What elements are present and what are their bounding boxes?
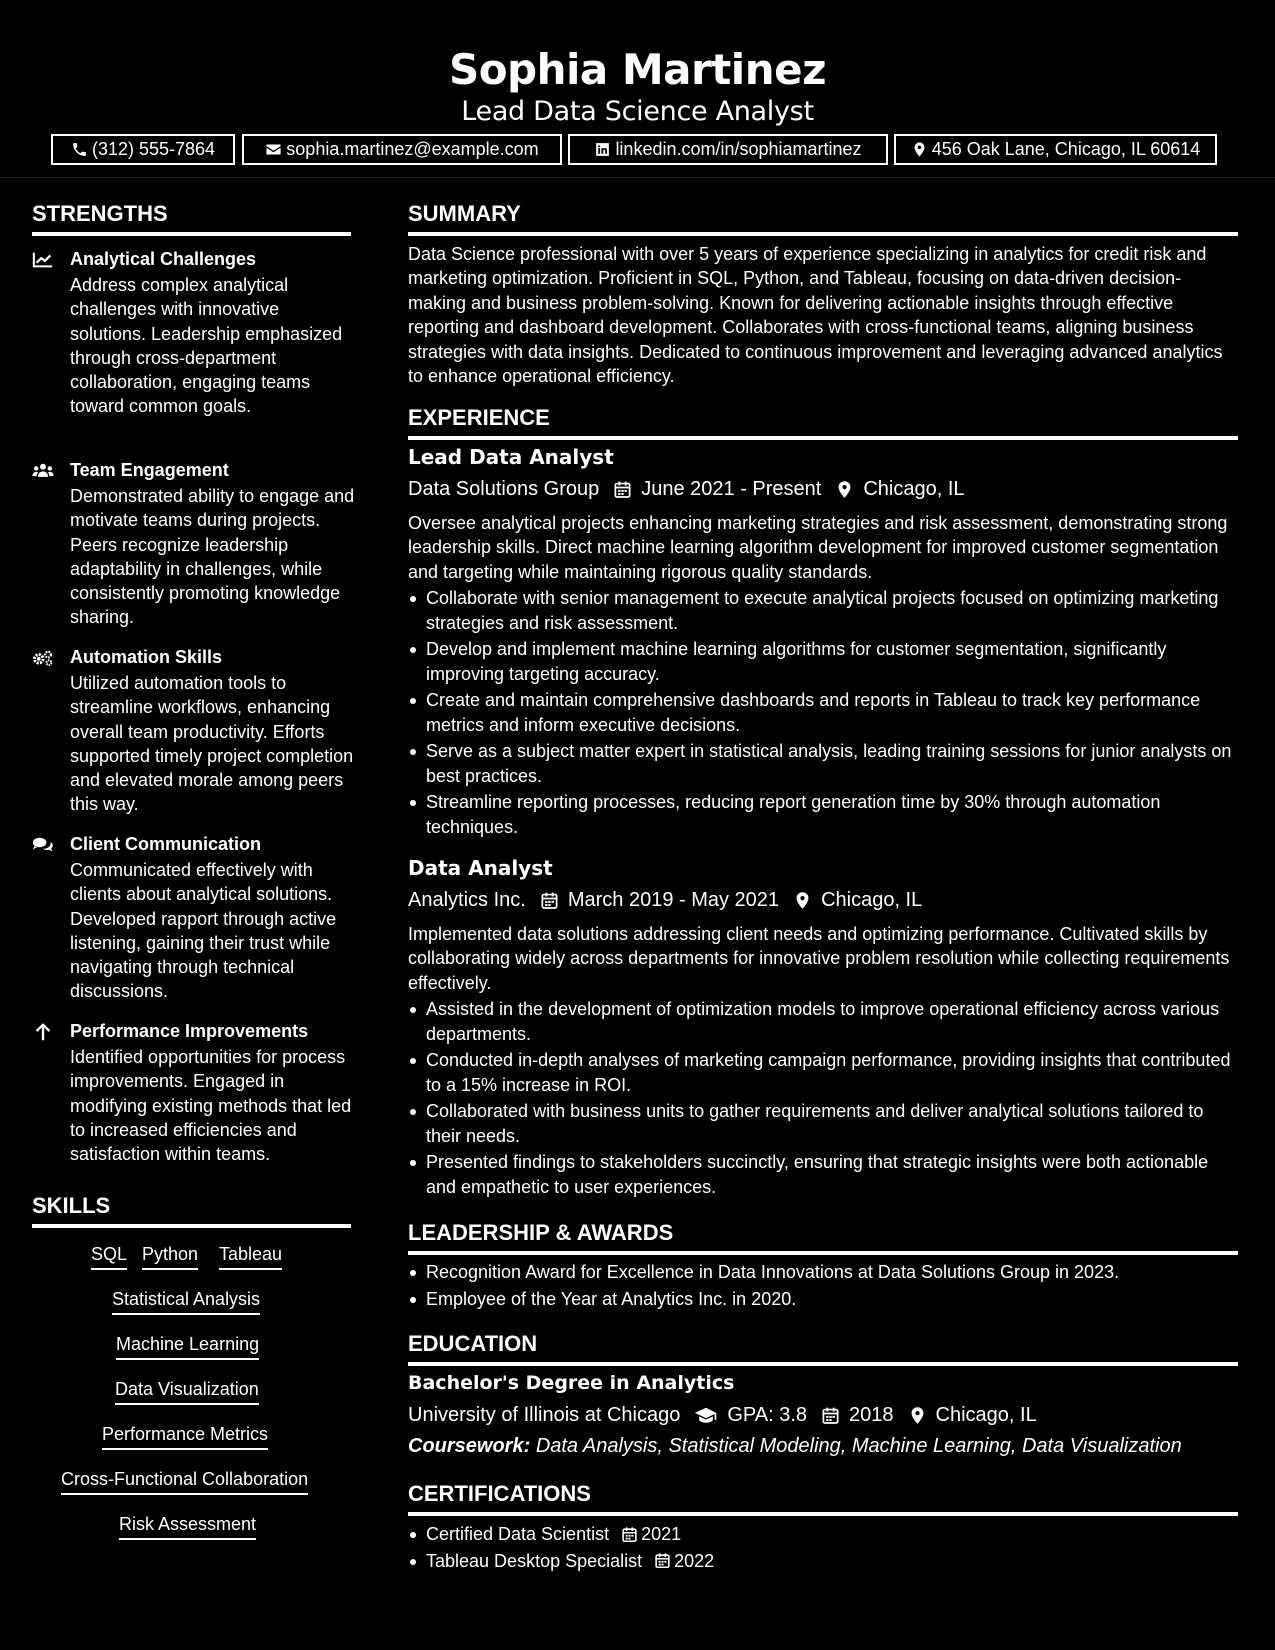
coursework <box>408 1432 1182 1460</box>
list-item: Develop and implement machine learning algorithms for customer segmentation, significantly improving targeting accuracy. <box>408 637 1238 686</box>
job-location: Chicago, IL <box>863 478 965 500</box>
certification-name: Certified Data Scientist <box>426 1524 610 1544</box>
list-item: Collaborate with senior management to execute analytical projects focused on optimizing marketing strategies and risk assessment. <box>408 586 1238 635</box>
education-heading: EDUCATION <box>408 1331 538 1356</box>
phone-icon <box>71 141 88 158</box>
list-item: Employee of the Year at Analytics Inc. in 2020. <box>408 1287 1238 1312</box>
coursework-label: Coursework: <box>408 1435 531 1457</box>
chart-line-icon <box>32 250 54 270</box>
summary-divider <box>408 232 1238 236</box>
certification-year: 2022 <box>674 1550 715 1571</box>
school-name: University of Illinois at Chicago <box>408 1404 681 1426</box>
comments-icon <box>32 835 54 855</box>
job-description: Oversee analytical projects enhancing marketing strategies and risk assessment, demonstrating strong leadership skills. Direct machine learning algorithm development for improved customer segmentation and targeting while maintaining rigorous quality standards. <box>408 513 1228 582</box>
certifications-heading: CERTIFICATIONS <box>408 1481 591 1506</box>
certification-year: 2021 <box>641 1524 682 1544</box>
cogs-icon <box>32 648 54 668</box>
graduation-year: 2018 <box>849 1404 894 1426</box>
address-contact <box>894 134 1217 165</box>
list-item: Collaborated with business units to gather requirements and deliver analytical solutions tailored to their needs. <box>408 1099 1238 1148</box>
job-company: Data Solutions Group <box>408 478 600 500</box>
certifications-divider <box>408 1512 1238 1516</box>
strength-description: Communicated effectively with clients about analytical solutions. Developed rapport through active listening, gaining their trust while navigating through technical discussions. <box>70 860 337 1002</box>
coursework-list: Data Analysis, Statistical Modeling, Machine Learning, Data Visualization <box>535 1435 1182 1457</box>
strength-title: Team Engagement <box>70 460 229 480</box>
leadership-list <box>408 1260 1238 1313</box>
arrow-up-icon <box>32 1022 54 1042</box>
linkedin-icon <box>594 141 611 158</box>
map-marker-icon <box>911 141 928 158</box>
education-divider <box>408 1362 1238 1366</box>
skill-tag: Risk Assessment <box>119 1512 256 1540</box>
strength-title: Performance Improvements <box>70 1021 309 1041</box>
phone-text: (312) 555-7864 <box>91 139 216 159</box>
job-dates: March 2019 - May 2021 <box>567 889 780 911</box>
strength-description: Utilized automation tools to streamline workflows, enhancing overall team productivity. Efforts supported timely project completion and elevated morale among peers this way. <box>70 673 354 815</box>
users-icon <box>32 461 54 481</box>
resume-header <box>0 0 1275 178</box>
map-marker-icon <box>793 891 812 910</box>
leadership-heading: LEADERSHIP & AWARDS <box>408 1220 674 1245</box>
certification-name: Tableau Desktop Specialist <box>426 1550 643 1571</box>
list-item: Assisted in the development of optimization models to improve operational efficiency across various departments. <box>408 997 1238 1046</box>
education-meta <box>408 1401 1037 1429</box>
skill-tag: Machine Learning <box>116 1332 259 1360</box>
list-item: Serve as a subject matter expert in statistical analysis, leading training sessions for junior analysts on best practices. <box>408 739 1238 788</box>
envelope-icon <box>265 141 282 158</box>
list-item: Streamline reporting processes, reducing report generation time by 30% through automation techniques. <box>408 790 1238 839</box>
strength-title: Client Communication <box>70 834 262 854</box>
gpa-text: GPA: 3.8 <box>727 1404 808 1426</box>
job-meta <box>408 475 965 503</box>
phone-contact[interactable] <box>51 134 235 165</box>
strengths-heading: STRENGTHS <box>32 201 168 226</box>
calendar-icon <box>540 891 559 910</box>
email-text: sophia.martinez@example.com <box>286 139 539 159</box>
skill-tag: Data Visualization <box>115 1377 259 1405</box>
graduation-cap-icon <box>694 1406 718 1425</box>
list-item <box>408 1522 1238 1547</box>
skill-tag: Python <box>142 1242 198 1270</box>
calendar-icon <box>821 1406 840 1425</box>
job-location: Chicago, IL <box>821 889 923 911</box>
strength-title: Analytical Challenges <box>70 249 257 269</box>
job-dates: June 2021 - Present <box>641 478 822 500</box>
list-item: Create and maintain comprehensive dashboards and reports in Tableau to track key performance metrics and inform executive decisions. <box>408 688 1238 737</box>
strength-description: Identified opportunities for process improvements. Engaged in modifying existing methods that led to increased efficiencies and satisfaction within teams. <box>70 1047 352 1165</box>
calendar-icon <box>654 1552 671 1569</box>
strength-description: Demonstrated ability to engage and motivate teams during projects. Peers recognize leadership adaptability in challenges, while consistently promoting knowledge sharing. <box>70 486 355 628</box>
skill-tag: Performance Metrics <box>102 1422 268 1450</box>
map-marker-icon <box>835 480 854 499</box>
degree-title: Bachelor's Degree in Analytics <box>408 1372 735 1394</box>
linkedin-contact[interactable] <box>568 134 888 165</box>
skill-tag: Tableau <box>219 1242 282 1270</box>
job-bullets <box>408 586 1238 841</box>
strength-title: Automation Skills <box>70 647 223 667</box>
skill-tag: Cross-Functional Collaboration <box>61 1467 308 1495</box>
candidate-title: Lead Data Science Analyst <box>461 96 814 127</box>
leadership-divider <box>408 1251 1238 1255</box>
list-item: Presented findings to stakeholders succinctly, ensuring that strategic insights were both actionable and empathetic to user experiences. <box>408 1150 1238 1199</box>
list-item <box>408 1549 1238 1574</box>
job-title: Data Analyst <box>408 856 553 880</box>
skill-tag: SQL <box>91 1242 127 1270</box>
summary-text: Data Science professional with over 5 years of experience specializing in analytics for credit risk and marketing optimization. Proficient in SQL, Python, and Tableau, focusing on data-driven decision-making and business problem-solving. Known for delivering actionable insights through effective reporting and dashboard development. Collaborates with cross-functional teams, aligning business strategies with data insights. Dedicated to continuous improvement and leveraging advanced analytics to enhance operational efficiency. <box>408 244 1223 387</box>
strengths-divider <box>32 232 351 236</box>
calendar-icon <box>613 480 632 499</box>
job-company: Analytics Inc. <box>408 889 526 911</box>
certifications-list <box>408 1522 1238 1575</box>
skills-heading: SKILLS <box>32 1193 111 1218</box>
linkedin-text: linkedin.com/in/sophiamartinez <box>615 139 862 159</box>
job-bullets <box>408 997 1238 1201</box>
list-item: Conducted in-depth analyses of marketing campaign performance, providing insights that contributed to a 15% increase in ROI. <box>408 1048 1238 1097</box>
experience-heading: EXPERIENCE <box>408 405 550 430</box>
map-marker-icon <box>908 1406 927 1425</box>
skill-tag: Statistical Analysis <box>112 1287 260 1315</box>
skills-divider <box>32 1224 351 1228</box>
summary-heading: SUMMARY <box>408 201 521 226</box>
email-contact[interactable] <box>242 134 562 165</box>
strength-description: Address complex analytical challenges with innovative solutions. Leadership emphasized through cross-department collaboration, engaging teams toward common goals. <box>70 275 343 417</box>
candidate-name: Sophia Martinez <box>448 45 827 94</box>
job-title: Lead Data Analyst <box>408 445 614 469</box>
experience-divider <box>408 436 1238 440</box>
job-meta <box>408 886 922 914</box>
list-item: Recognition Award for Excellence in Data Innovations at Data Solutions Group in 2023. <box>408 1260 1238 1285</box>
calendar-icon <box>621 1526 638 1543</box>
job-description: Implemented data solutions addressing client needs and optimizing performance. Cultivated skills by collaborating widely across departments for innovative problem resolution while collecting requirements effectively. <box>408 924 1230 993</box>
address-text: 456 Oak Lane, Chicago, IL 60614 <box>931 139 1201 159</box>
school-location: Chicago, IL <box>935 1404 1037 1426</box>
